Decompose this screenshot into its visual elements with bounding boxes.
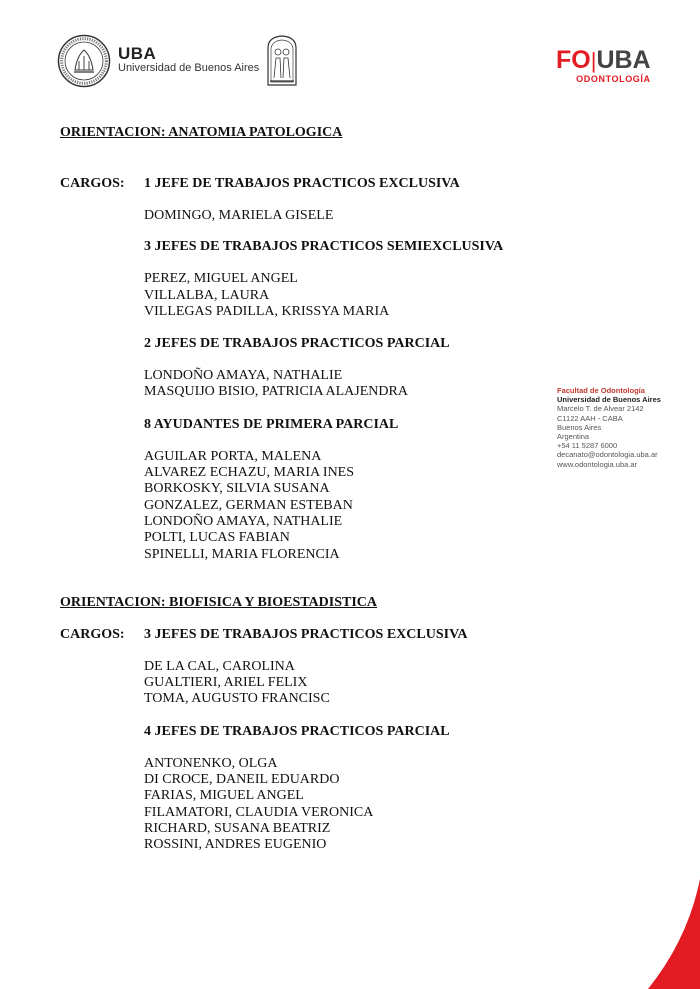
- uba-name: UBA: [118, 44, 157, 63]
- list-item: GONZALEZ, GERMAN ESTEBAN: [144, 497, 353, 513]
- postal-line: C1122 AAH - CABA: [557, 413, 623, 423]
- address-line: Marcelo T. de Alvear 2142: [557, 404, 644, 414]
- names-list: [144, 756, 540, 854]
- cargos-list: [144, 176, 540, 563]
- university-name: Universidad de Buenos Aires: [557, 395, 661, 405]
- list-item: TOMA, AUGUSTO FRANCISC: [144, 691, 330, 707]
- section-biofisica: [60, 595, 540, 854]
- list-item: SPINELLI, MARIA FLORENCIA: [144, 546, 340, 562]
- list-item: MASQUIJO BISIO, PATRICIA ALAJENDRA: [144, 384, 408, 400]
- uba-full-name: Universidad de Buenos Aires: [118, 62, 260, 74]
- list-item: RICHARD, SUSANA BEATRIZ: [144, 820, 331, 836]
- uba-wordmark: [118, 45, 259, 75]
- fo-short: FO: [556, 46, 591, 74]
- position-title: 3 JEFES DE TRABAJOS PRACTICOS SEMIEXCLUSIVA: [144, 239, 504, 255]
- cargos-label: CARGOS:: [60, 626, 125, 642]
- document-body: [60, 125, 540, 854]
- uba-seal-logo: [57, 34, 111, 88]
- list-item: VILLEGAS PADILLA, KRISSYA MARIA: [144, 303, 390, 319]
- fo-uba: UBA: [596, 46, 651, 74]
- names-list: [144, 208, 540, 224]
- corner-decoration: [640, 879, 700, 989]
- position-title: 3 JEFES DE TRABAJOS PRACTICOS EXCLUSIVA: [144, 626, 468, 642]
- contact-block: [557, 386, 661, 469]
- faculty-name: Facultad de Odontología: [557, 386, 645, 395]
- position-title: 1 JEFE DE TRABAJOS PRACTICOS EXCLUSIVA: [144, 176, 460, 191]
- list-item: DOMINGO, MARIELA GISELE: [144, 208, 334, 223]
- cargos-list: [144, 627, 540, 854]
- list-item: LONDOÑO AMAYA, NATHALIE: [144, 513, 343, 529]
- list-item: ALVAREZ ECHAZU, MARIA INES: [144, 465, 355, 481]
- position-title: 8 AYUDANTES DE PRIMERA PARCIAL: [144, 416, 399, 432]
- list-item: ANTONENKO, OLGA: [144, 755, 278, 771]
- list-item: DE LA CAL, CAROLINA: [144, 658, 295, 674]
- list-item: GUALTIERI, ARIEL FELIX: [144, 675, 308, 691]
- list-item: BORKOSKY, SILVIA SUSANA: [144, 481, 330, 497]
- names-list: [144, 271, 540, 320]
- position-title: 4 JEFES DE TRABAJOS PRACTICOS PARCIAL: [144, 723, 450, 739]
- fouba-logo: [556, 48, 651, 84]
- fo-subtitle: ODONTOLOGÍA: [576, 74, 651, 84]
- website-line: www.odontologia.uba.ar: [557, 459, 638, 469]
- crest-logo: [265, 34, 299, 88]
- list-item: AGUILAR PORTA, MALENA: [144, 448, 322, 464]
- phone-line: +54 11 5287 6000: [557, 441, 618, 451]
- names-list: [144, 449, 540, 563]
- logo-separator: |: [590, 48, 597, 73]
- page-header: [0, 0, 700, 110]
- country-line: Argentina: [557, 432, 590, 442]
- cargos-row: [60, 176, 540, 563]
- cargos-row: [60, 627, 540, 854]
- list-item: FARIAS, MIGUEL ANGEL: [144, 788, 304, 804]
- list-item: ROSSINI, ANDRES EUGENIO: [144, 837, 327, 853]
- section-title: ORIENTACION: BIOFISICA Y BIOESTADISTICA: [60, 594, 378, 610]
- position-title: 2 JEFES DE TRABAJOS PRACTICOS PARCIAL: [144, 336, 450, 352]
- names-list: [144, 368, 540, 401]
- list-item: VILLALBA, LAURA: [144, 287, 270, 303]
- section-title: ORIENTACION: ANATOMIA PATOLOGICA: [60, 125, 343, 140]
- cargos-label: CARGOS:: [60, 176, 125, 191]
- list-item: POLTI, LUCAS FABIAN: [144, 530, 290, 546]
- city-line: Buenos Aires: [557, 422, 602, 432]
- list-item: DI CROCE, DANEIL EDUARDO: [144, 772, 340, 788]
- list-item: PEREZ, MIGUEL ANGEL: [144, 271, 298, 287]
- email-line: decanato@odontologia.uba.ar: [557, 450, 658, 460]
- section-anatomia: [60, 125, 540, 563]
- list-item: LONDOÑO AMAYA, NATHALIE: [144, 368, 343, 384]
- list-item: FILAMATORI, CLAUDIA VERONICA: [144, 804, 374, 820]
- names-list: [144, 659, 540, 708]
